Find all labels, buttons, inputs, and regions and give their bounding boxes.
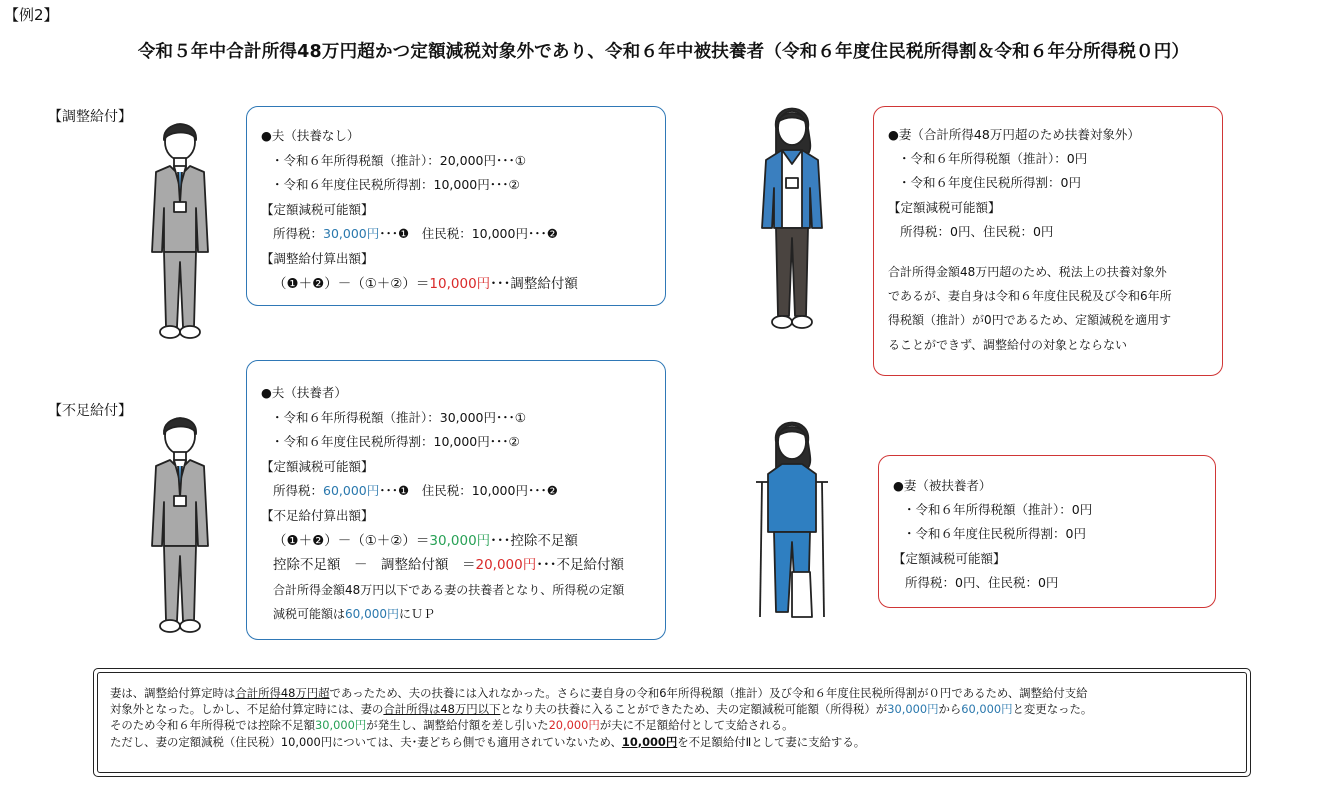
resident-tax-line: ・令和６年度住民税所得割：0円: [898, 175, 1081, 191]
section-label-adjust: 【調整給付】: [48, 109, 132, 125]
note-line-1: 合計所得金額48万円超のため、税法上の扶養対象外: [888, 265, 1167, 280]
husband-figure-icon: [140, 112, 220, 347]
note-line-3: 得税額（推計）が0円であるため、定額減税を適用す: [888, 313, 1172, 328]
husband-short-box: [246, 360, 666, 640]
calc-heading: 【調整給付算出額】: [261, 250, 374, 266]
summary-line-4: ただし、妻の定額減税（住民税）10,000円については、夫･妻どちら側でも適用されていないため、10,000円を不足額給付Ⅱとして妻に支給する。: [110, 734, 866, 749]
note-line-2: であるが、妻自身は令和６年度住民税及び令和6年所: [888, 289, 1172, 304]
income-tax-line: ・令和６年所得税額（推計）：0円: [903, 502, 1093, 518]
income-tax-line: ・令和６年所得税額（推計）：30,000円･･･①: [271, 409, 526, 425]
cap-income-value: 60,000円: [323, 483, 380, 499]
note-line-2: 減税可能額は60,000円にＵＰ: [273, 607, 436, 622]
income-tax-line: ・令和６年所得税額（推計）：0円: [898, 151, 1088, 167]
wife-injured-figure-icon: [752, 412, 832, 627]
diff-line: 控除不足額 － 調整給付額 ＝20,000円･･･不足給付額: [273, 557, 624, 574]
calc-heading: 【不足給付算出額】: [261, 507, 374, 523]
resident-tax-line: ・令和６年度住民税所得割：0円: [903, 526, 1086, 542]
spacer: [888, 244, 1222, 260]
note-value: 60,000円: [345, 607, 400, 622]
cap-line: 所得税：30,000円･･･❶ 住民税：10,000円･･･❷: [273, 226, 558, 242]
cap-heading: 【定額減税可能額】: [261, 201, 374, 217]
summary-line-3: そのため令和６年所得税では控除不足額30,000円が発生し、調整給付額を差し引いた20,000円が夫に不足額給付として支給される。: [110, 718, 794, 733]
summary-line-1: 妻は、調整給付算定時は合計所得48万円超であったため、夫の扶養には入れなかった。さらに妻自身の令和6年所得税額（推計）及び令和６年度住民税所得割が０円であるため、調整給付支給: [110, 686, 1088, 700]
summary-text: [97, 672, 1247, 773]
cap-heading: 【定額減税可能額】: [261, 458, 374, 474]
example-label: 【例2】: [4, 6, 59, 24]
cap-line: 所得税：0円、住民税：0円: [905, 574, 1059, 590]
wife-figure-icon: [752, 98, 832, 338]
note-line-4: ることができず、調整給付の対象とならない: [888, 337, 1128, 352]
box-heading: ●妻（被扶養者）: [893, 478, 992, 493]
income-tax-line: ・令和６年所得税額（推計）：20,000円･･･①: [271, 152, 526, 168]
note-line-1: 合計所得金額48万円以下である妻の扶養者となり、所得税の定額: [273, 582, 625, 597]
summary-box: [93, 668, 1251, 777]
wife-adjust-box: [873, 106, 1223, 376]
box-heading: ●妻（合計所得48万円超のため扶養対象外）: [888, 127, 1140, 142]
calc-line: （❶＋❷）－（①＋②）＝10,000円･･･調整給付額: [273, 275, 578, 292]
calc-line: （❶＋❷）－（①＋②）＝30,000円･･･控除不足額: [273, 532, 578, 549]
resident-tax-line: ・令和６年度住民税所得割：10,000円･･･②: [271, 177, 520, 193]
husband-adjust-box: [246, 106, 666, 306]
summary-line-2: 対象外となった。しかし、不足給付算定時には、妻の合計所得は48万円以下となり夫の扶養に入ることができたため、夫の定額減税可能額（所得税）が30,000円から60,000円と変更なった。: [110, 702, 1093, 717]
diff-value: 20,000円: [475, 557, 537, 574]
wife-short-box: [878, 455, 1216, 608]
cap-heading: 【定額減税可能額】: [888, 199, 1001, 215]
page-title: 令和５年中合計所得48万円超かつ定額減税対象外であり、令和６年中被扶養者（令和６年度住民税所得割＆令和６年分所得税０円）: [137, 42, 1190, 62]
calc-value: 30,000円: [429, 532, 491, 549]
husband-figure-icon: [140, 406, 220, 641]
calc-value: 10,000円: [429, 275, 491, 292]
cap-line: 所得税：60,000円･･･❶ 住民税：10,000円･･･❷: [273, 483, 558, 499]
resident-tax-line: ・令和６年度住民税所得割：10,000円･･･②: [271, 434, 520, 450]
cap-heading: 【定額減税可能額】: [893, 550, 1006, 566]
cap-income-value: 30,000円: [323, 226, 380, 242]
section-label-short: 【不足給付】: [48, 403, 132, 419]
box-heading: ●夫（扶養者）: [261, 385, 347, 400]
cap-line: 所得税：0円、住民税：0円: [900, 223, 1054, 239]
box-heading: ●夫（扶養なし）: [261, 128, 360, 143]
